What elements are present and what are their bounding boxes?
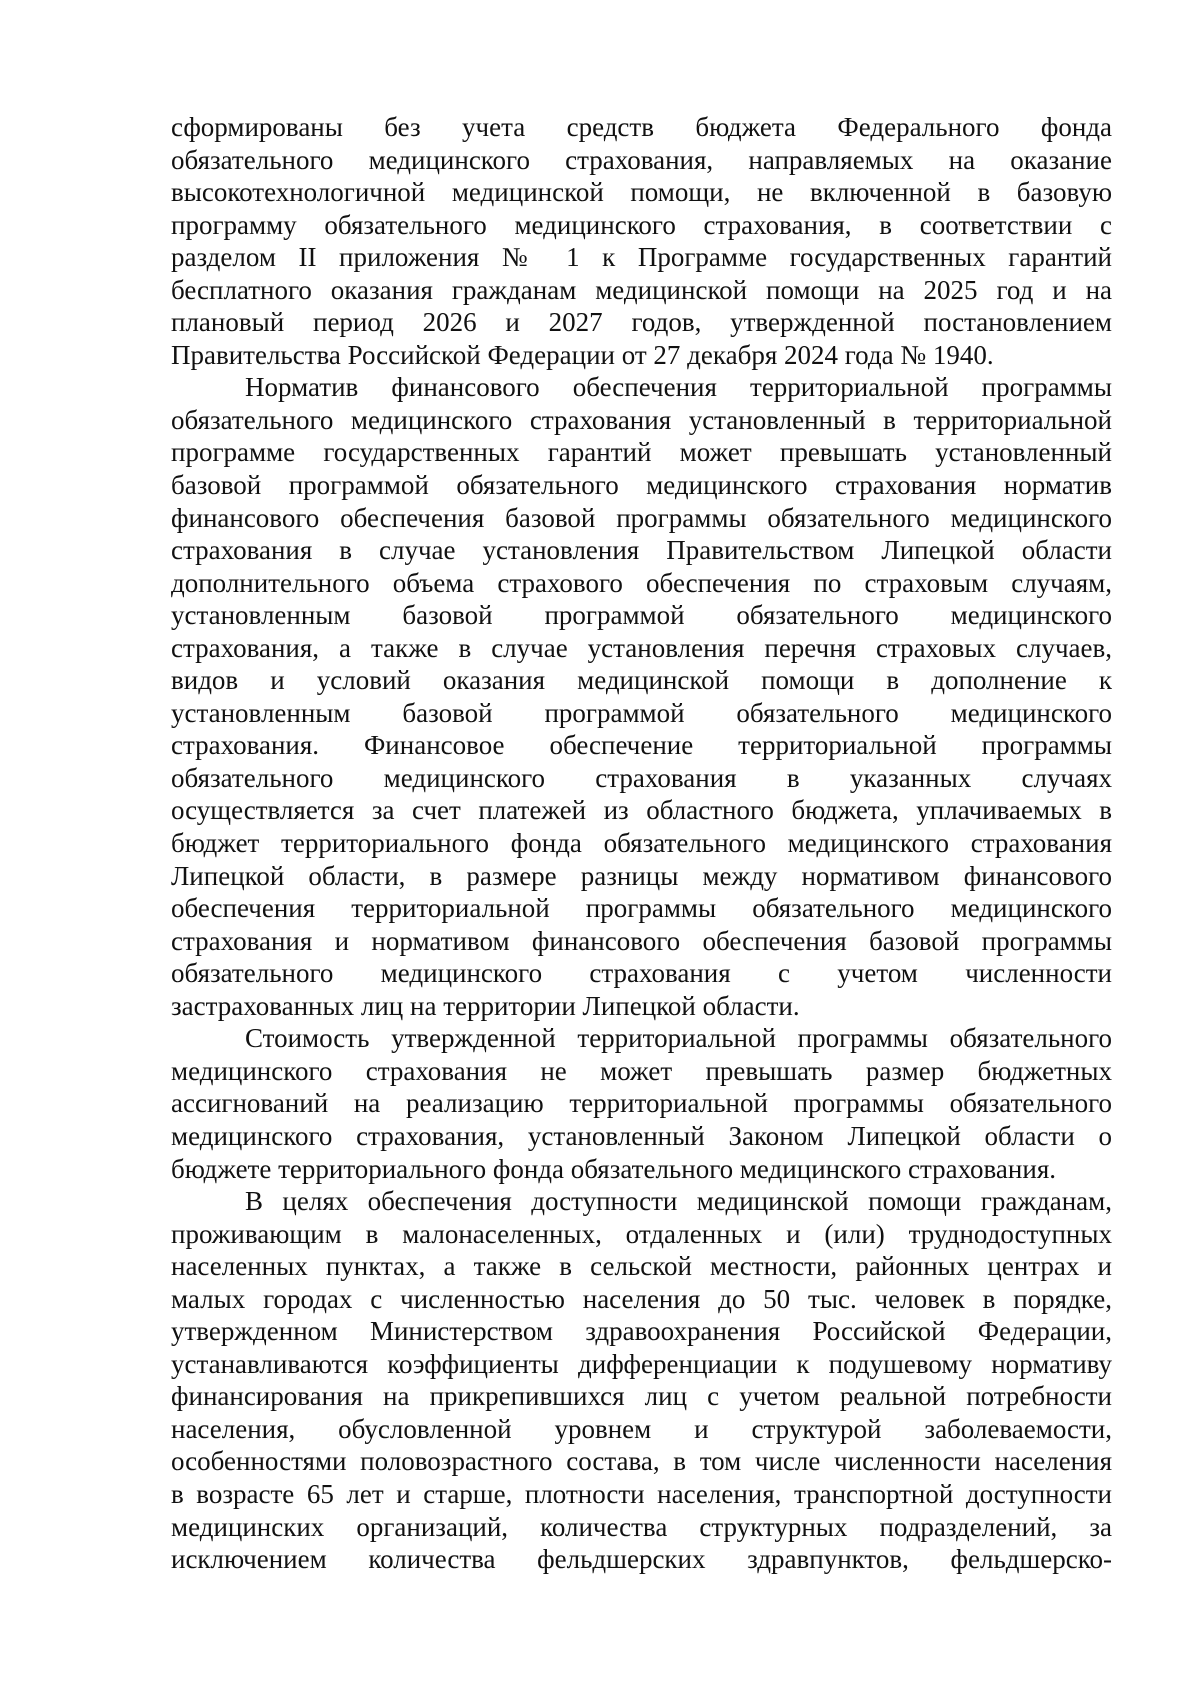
text-line: высокотехнологичной медицинской помощи, не включенной в базовую (171, 177, 1112, 208)
text-line: сформированы без учета средств бюджета Федерального фонда (171, 112, 1112, 142)
text-line: обязательного медицинского страхования, направляемых на оказание (171, 144, 1112, 175)
text-line: проживающим в малонаселенных, отдаленных и (или) труднодоступных (171, 1218, 1112, 1249)
text-line: Липецкой области, в размере разницы между нормативом финансового (171, 860, 1112, 891)
text-line: устанавливаются коэффициенты дифференциации к подушевому нормативу (171, 1348, 1112, 1379)
text-line: финансового обеспечения базовой программы обязательного медицинского (171, 502, 1112, 533)
text-line: особенностями половозрастного состава, в том числе численности населения (171, 1446, 1112, 1477)
text-line: страхования, а также в случае установления перечня страховых случаев, (171, 632, 1112, 663)
text-line: исключением количества фельдшерских здравпунктов, фельдшерско- (171, 1544, 1112, 1575)
text-line: бюджете территориального фонда обязательного медицинского страхования. (171, 1153, 1056, 1184)
text-line: обязательного медицинского страхования с учетом численности (171, 958, 1112, 989)
text-line: установленным базовой программой обязательного медицинского (171, 600, 1112, 631)
text-line: Правительства Российской Федерации от 27 декабря 2024 года № 1940. (171, 339, 994, 370)
text-line: в возрасте 65 лет и старше, плотности населения, транспортной доступности (171, 1478, 1112, 1509)
text-line: бюджет территориального фонда обязательного медицинского страхования (171, 828, 1112, 859)
text-line: В целях обеспечения доступности медицинской помощи гражданам, (245, 1186, 1112, 1217)
text-line: программе государственных гарантий может превышать установленный (171, 437, 1112, 468)
text-line: бесплатного оказания гражданам медицинской помощи на 2025 год и на (171, 274, 1112, 305)
text-line: Стоимость утвержденной территориальной программы обязательного (245, 1023, 1112, 1054)
text-line: ассигнований на реализацию территориальной программы обязательного (171, 1088, 1112, 1119)
text-line: медицинского страхования, установленный Законом Липецкой области о (171, 1120, 1112, 1151)
text-line: населения, обусловленной уровнем и структурой заболеваемости, (171, 1413, 1112, 1444)
text-line: программу обязательного медицинского страхования, в соответствии с (171, 209, 1112, 240)
text-line: страхования в случае установления Правительством Липецкой области (171, 535, 1112, 566)
body-text (171, 111, 1112, 1576)
text-line: плановый период 2026 и 2027 годов, утвержденной постановлением (171, 307, 1112, 338)
text-line: финансирования на прикрепившихся лиц с учетом реальной потребности (171, 1381, 1112, 1412)
text-line: обязательного медицинского страхования в указанных случаях (171, 762, 1112, 793)
text-line: населенных пунктах, а также в сельской местности, районных центрах и (171, 1251, 1112, 1282)
text-line: установленным базовой программой обязательного медицинского (171, 697, 1112, 728)
text-line: медицинского страхования не может превышать размер бюджетных (171, 1055, 1112, 1086)
text-line: обязательного медицинского страхования установленный в территориальной (171, 404, 1112, 435)
text-line: обеспечения территориальной программы обязательного медицинского (171, 893, 1112, 924)
text-line: базовой программой обязательного медицинского страхования норматив (171, 470, 1112, 501)
text-line: дополнительного объема страхового обеспечения по страховым случаям, (171, 567, 1112, 598)
text-line: утвержденном Министерством здравоохранения Российской Федерации, (171, 1316, 1112, 1347)
text-line: разделом II приложения № 1 к Программе государственных гарантий (171, 242, 1112, 273)
text-line: застрахованных лиц на территории Липецкой области. (171, 990, 800, 1021)
text-line: медицинских организаций, количества структурных подразделений, за (171, 1511, 1112, 1542)
text-line: страхования и нормативом финансового обеспечения базовой программы (171, 925, 1112, 956)
text-line: страхования. Финансовое обеспечение территориальной программы (171, 730, 1112, 761)
text-line: малых городах с численностью населения до 50 тыс. человек в порядке, (171, 1283, 1112, 1314)
text-line: Норматив финансового обеспечения территориальной программы (245, 372, 1112, 403)
text-line: видов и условий оказания медицинской помощи в дополнение к (171, 665, 1112, 696)
text-line: осуществляется за счет платежей из областного бюджета, уплачиваемых в (171, 795, 1112, 826)
